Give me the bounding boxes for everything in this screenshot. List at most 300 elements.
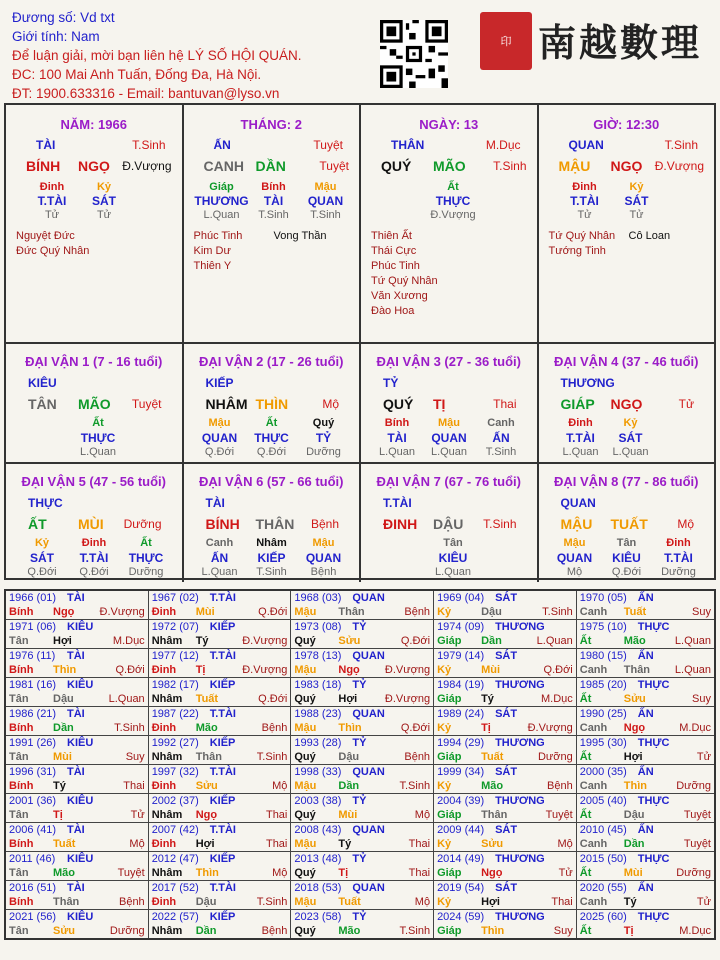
- year-status: Q.Đới: [258, 693, 288, 705]
- year-label: 1978 (13): [294, 650, 342, 662]
- year-cell: [434, 852, 577, 881]
- year-cell: [148, 620, 291, 649]
- pillar-title: THÁNG: 2: [240, 117, 302, 132]
- year-stem: Đinh: [151, 722, 177, 734]
- year-label: 1976 (11): [9, 650, 56, 662]
- year-stem: Kỷ: [437, 606, 452, 618]
- year-label: 2019 (54): [437, 882, 485, 894]
- year-label: 1998 (33): [294, 766, 342, 778]
- year-row: [5, 590, 715, 620]
- year-line-1: [152, 881, 288, 895]
- year-status: Thai: [408, 867, 431, 879]
- year-god: THỰC: [637, 679, 670, 691]
- year-line-1: [580, 707, 711, 721]
- year-line-2: [294, 605, 430, 619]
- hidden-status: T.Sinh: [256, 566, 287, 578]
- year-branch: Dần: [53, 722, 74, 734]
- year-god: THỰC: [637, 795, 670, 807]
- year-line-2: [9, 779, 145, 793]
- phone-email-line: ĐT: 1900.633316 - Email: bantuvan@lyso.vn: [12, 86, 280, 101]
- year-status: T.Sinh: [256, 896, 288, 908]
- year-branch: Thìn: [53, 664, 77, 676]
- year-label: 2011 (46): [9, 853, 56, 865]
- year-cell: [291, 765, 434, 794]
- year-cell: [5, 678, 148, 707]
- year-status: Mộ: [272, 867, 288, 879]
- year-status: Tuyệt: [683, 809, 711, 821]
- star-item: Đào Hoa: [371, 305, 415, 317]
- year-god: TÀI: [67, 708, 85, 720]
- hidden-stem: Mậu: [438, 417, 460, 429]
- year-branch: Tị: [481, 722, 491, 734]
- dai-van-god: KIẾP: [205, 376, 234, 390]
- year-line-1: [9, 707, 145, 721]
- hidden-god: QUAN: [556, 551, 593, 565]
- annual-table: [4, 589, 716, 940]
- pillar-title: GIỜ: 12:30: [593, 117, 660, 132]
- hidden-stem: Quý: [312, 417, 335, 429]
- pillar-title: NĂM: 1966: [60, 117, 127, 132]
- year-stem: Ất: [579, 635, 592, 647]
- hidden-status: Dưỡng: [306, 446, 341, 458]
- dai-van-cell: [361, 464, 539, 582]
- year-stem: Quý: [294, 693, 316, 705]
- year-line-2: [580, 866, 711, 880]
- year-branch: Mùi: [53, 751, 72, 763]
- hidden-status: L.Quan: [79, 446, 117, 458]
- year-stem: Ất: [579, 809, 592, 821]
- dai-van-god: TÀI: [205, 496, 225, 510]
- year-line-1: [294, 707, 430, 721]
- year-line-1: [437, 852, 573, 866]
- year-row: [5, 852, 715, 881]
- year-line-2: [580, 692, 711, 706]
- year-line-2: [294, 837, 430, 851]
- year-branch: Dần: [338, 780, 360, 792]
- year-line-2: [580, 605, 711, 619]
- pillar-status-top: Tuyệt: [313, 138, 343, 152]
- year-god: KIẾP: [209, 737, 236, 749]
- year-branch: Thân: [623, 664, 651, 676]
- year-branch: Hợi: [53, 635, 72, 647]
- hidden-god: TỶ: [315, 431, 332, 445]
- year-god: TÀI: [67, 650, 85, 662]
- year-branch: Tý: [195, 635, 209, 647]
- chart-grid: [4, 103, 716, 580]
- year-line-2: [294, 663, 430, 677]
- year-stem: Đinh: [151, 896, 177, 908]
- year-status: T.Sinh: [542, 606, 573, 618]
- hidden-stem: Đinh: [572, 181, 597, 193]
- year-line-2: [294, 808, 430, 822]
- year-row: [5, 620, 715, 649]
- year-line-1: [580, 736, 711, 750]
- hidden-stem: Mậu: [314, 181, 337, 193]
- year-branch: Dần: [623, 838, 645, 850]
- year-stem: Đinh: [151, 606, 177, 618]
- year-line-2: [294, 750, 430, 764]
- year-status: Mộ: [557, 838, 573, 850]
- dai-van-god: TỶ: [383, 376, 399, 390]
- year-line-2: [437, 663, 573, 677]
- year-line-1: [580, 910, 711, 924]
- pillar-2: [361, 105, 539, 342]
- year-god: TÀI: [67, 882, 85, 894]
- year-stem: Canh: [579, 606, 608, 618]
- year-line-1: [580, 881, 711, 895]
- year-god: THƯƠNG: [495, 679, 545, 691]
- year-line-1: [9, 852, 145, 866]
- year-status: Mộ: [414, 896, 431, 908]
- hidden-god: QUAN: [431, 431, 467, 445]
- year-stem: Bính: [9, 664, 34, 676]
- year-label: 2005 (40): [579, 795, 627, 807]
- year-stem: Nhâm: [151, 809, 183, 821]
- hidden-god: ẤN: [492, 431, 510, 445]
- year-line-2: [152, 866, 288, 880]
- year-label: 2013 (48): [294, 853, 342, 865]
- year-row: [5, 736, 715, 765]
- year-line-1: [9, 910, 145, 924]
- year-line-2: [580, 779, 711, 793]
- year-stem: Ất: [579, 693, 592, 705]
- hidden-status: Tử: [96, 209, 112, 221]
- year-stem: Kỷ: [437, 780, 452, 792]
- year-line-2: [294, 895, 430, 909]
- year-status: Q.Đới: [543, 664, 573, 676]
- year-line-1: [9, 794, 145, 808]
- year-cell: [576, 794, 715, 823]
- year-cell: [576, 736, 715, 765]
- dai-van-stem: NHÂM: [205, 396, 248, 412]
- star-item: Phúc Tinh: [193, 230, 243, 242]
- hidden-god: THỰC: [254, 431, 289, 445]
- year-stem: Canh: [579, 664, 608, 676]
- hidden-god: T.TÀI: [570, 194, 599, 208]
- year-line-2: [580, 634, 711, 648]
- year-line-1: [294, 881, 430, 895]
- year-line-1: [580, 823, 711, 837]
- year-stem: Tân: [9, 693, 29, 705]
- year-branch: Ngọ: [195, 809, 218, 821]
- year-branch: Tuất: [481, 751, 504, 763]
- year-line-1: [294, 765, 430, 779]
- year-status: M.Dục: [679, 925, 711, 937]
- hidden-status: Tử: [44, 209, 60, 221]
- branch-status: Tuyệt: [319, 159, 349, 173]
- hidden-god: SÁT: [618, 431, 643, 445]
- year-stem: Quý: [294, 809, 316, 821]
- star-item: Văn Xương: [371, 290, 428, 302]
- year-line-1: [9, 881, 145, 895]
- year-god: THƯƠNG: [495, 621, 545, 633]
- year-line-1: [580, 591, 711, 605]
- star-item: Tứ Quý Nhân: [371, 275, 438, 287]
- year-branch: Dậu: [195, 896, 217, 908]
- year-label: 1980 (15): [579, 650, 627, 662]
- year-row: [5, 794, 715, 823]
- year-label: 1979 (14): [437, 650, 485, 662]
- year-line-1: [9, 649, 145, 663]
- year-branch: Tý: [53, 780, 66, 792]
- year-line-1: [294, 736, 430, 750]
- year-line-2: [9, 808, 145, 822]
- year-label: 1987 (22): [151, 708, 199, 720]
- year-status: Bệnh: [404, 606, 431, 618]
- year-status: Bệnh: [118, 896, 145, 908]
- address-line: ĐC: 100 Mai Anh Tuấn, Đống Đa, Hà Nội.: [12, 67, 262, 82]
- year-cell: [5, 794, 148, 823]
- dai-van-stem: GIÁP: [560, 396, 595, 412]
- year-cell: [148, 649, 291, 678]
- dai-van-title: ĐẠI VẬN 7 (67 - 76 tuổi): [376, 474, 521, 489]
- year-line-2: [294, 866, 430, 880]
- year-stem: Tân: [9, 635, 29, 647]
- dai-van-title: ĐẠI VẬN 3 (27 - 36 tuổi): [376, 354, 521, 369]
- year-god: TỶ: [352, 679, 367, 691]
- year-status: L.Quan: [108, 693, 145, 705]
- year-line-1: [9, 591, 145, 605]
- year-stem: Mậu: [294, 664, 317, 676]
- year-status: M.Dục: [679, 722, 711, 734]
- year-branch: Dậu: [623, 809, 645, 821]
- year-label: 1989 (24): [437, 708, 485, 720]
- hidden-status: L.Quan: [201, 566, 238, 578]
- year-stem: Tân: [9, 867, 29, 879]
- year-god: T.TÀI: [209, 708, 236, 720]
- year-status: Thai: [265, 809, 288, 821]
- dai-van-status: Dưỡng: [123, 517, 162, 531]
- year-branch: Dần: [481, 635, 502, 647]
- star-item: Nguyệt Đức: [16, 230, 75, 242]
- year-stem: Mậu: [294, 896, 317, 908]
- year-line-1: [437, 707, 573, 721]
- dai-van-title: ĐẠI VẬN 6 (57 - 66 tuổi): [199, 474, 344, 489]
- year-cell: [5, 707, 148, 736]
- year-line-2: [152, 721, 288, 735]
- year-branch: Sửu: [481, 838, 504, 850]
- year-cell: [291, 620, 434, 649]
- stars-list-2: [629, 229, 671, 244]
- year-god: T.TÀI: [209, 882, 236, 894]
- hidden-stem: Bính: [261, 181, 286, 193]
- year-cell: [434, 794, 577, 823]
- year-status: Q.Đới: [115, 664, 145, 676]
- year-line-2: [437, 605, 573, 619]
- year-god: KIÊU: [67, 679, 94, 691]
- dai-van-status: Mộ: [677, 517, 694, 531]
- year-line-1: [9, 620, 145, 634]
- hidden-god: T.TÀI: [37, 194, 67, 208]
- hidden-status: Q.Đới: [79, 566, 109, 578]
- year-branch: Thân: [195, 751, 222, 763]
- year-label: 2001 (36): [9, 795, 57, 807]
- year-status: Đ.Vượng: [384, 693, 431, 705]
- year-line-2: [580, 924, 711, 938]
- star-item: Kim Dư: [193, 245, 231, 257]
- year-stem: Quý: [294, 751, 316, 763]
- heavenly-stem: CANH: [203, 158, 244, 174]
- year-branch: Dần: [195, 925, 217, 937]
- year-stem: Tân: [9, 925, 29, 937]
- year-status: Q.Đới: [400, 722, 431, 734]
- year-branch: Ngọ: [481, 867, 503, 879]
- heavenly-stem: BÍNH: [26, 158, 61, 174]
- star-item: Đức Quý Nhân: [16, 245, 90, 257]
- year-line-1: [9, 823, 145, 837]
- year-line-2: [437, 692, 573, 706]
- year-label: 2004 (39): [437, 795, 485, 807]
- hidden-stem: Tân: [443, 537, 463, 549]
- year-branch: Thìn: [481, 925, 505, 937]
- dai-van-god: THỰC: [28, 496, 63, 510]
- year-line-1: [437, 591, 573, 605]
- year-row: [5, 678, 715, 707]
- year-line-1: [294, 794, 430, 808]
- dai-van-stem: QUÝ: [383, 396, 414, 412]
- earthly-branch: DẦN: [255, 158, 286, 174]
- pillar-0: [6, 105, 184, 342]
- year-god: SÁT: [495, 650, 518, 662]
- year-line-1: [152, 620, 288, 634]
- year-god: T.TÀI: [209, 592, 236, 604]
- qr-code-icon: [380, 20, 448, 88]
- year-label: 1994 (29): [437, 737, 485, 749]
- year-status: M.Dục: [540, 693, 573, 705]
- year-status: Suy: [125, 751, 145, 763]
- year-cell: [5, 736, 148, 765]
- hidden-status: Q.Đới: [204, 446, 235, 458]
- year-label: 2007 (42): [151, 824, 199, 836]
- year-status: Đ.Vượng: [384, 664, 431, 676]
- hidden-god: ẤN: [210, 551, 229, 565]
- year-god: TÀI: [67, 766, 85, 778]
- year-label: 2016 (51): [9, 882, 57, 894]
- year-cell: [434, 823, 577, 852]
- year-label: 1972 (07): [151, 621, 199, 633]
- year-label: 1996 (31): [9, 766, 57, 778]
- year-line-2: [437, 866, 573, 880]
- year-status: T.Sinh: [399, 780, 431, 792]
- dai-van-stem: MẬU: [560, 516, 593, 532]
- year-status: Đ.Vượng: [242, 635, 288, 647]
- year-cell: [148, 678, 291, 707]
- year-line-2: [152, 837, 288, 851]
- year-line-1: [437, 881, 573, 895]
- year-line-2: [9, 895, 145, 909]
- year-label: 1966 (01): [9, 592, 57, 604]
- year-god: T.TÀI: [209, 824, 236, 836]
- year-label: 1969 (04): [437, 592, 485, 604]
- year-cell: [434, 736, 577, 765]
- year-branch: Mùi: [481, 664, 501, 676]
- gender: Giới tính: Nam: [12, 29, 100, 44]
- year-label: 1977 (12): [151, 650, 199, 662]
- dai-van-title: ĐẠI VẬN 2 (17 - 26 tuổi): [199, 354, 344, 369]
- year-stem: Ất: [579, 867, 592, 879]
- hidden-stem: Canh: [205, 537, 234, 549]
- year-branch: Mão: [53, 867, 75, 879]
- year-cell: [576, 620, 715, 649]
- year-line-2: [437, 721, 573, 735]
- hidden-status: Tử: [577, 209, 592, 221]
- year-line-1: [437, 736, 573, 750]
- dai-van-cell: [184, 464, 362, 582]
- year-row: [5, 707, 715, 736]
- year-line-2: [580, 808, 711, 822]
- year-branch: Thân: [338, 606, 365, 618]
- year-stem: Giáp: [437, 925, 462, 937]
- hidden-stem: Giáp: [209, 181, 234, 193]
- year-god: KIÊU: [67, 911, 94, 923]
- year-stem: Nhâm: [151, 867, 183, 879]
- year-status: Suy: [692, 606, 711, 618]
- year-branch: Dậu: [338, 751, 360, 763]
- year-line-2: [437, 750, 573, 764]
- year-cell: [5, 765, 148, 794]
- hidden-status: L.Quan: [434, 566, 472, 578]
- year-cell: [148, 881, 291, 910]
- year-line-2: [152, 895, 288, 909]
- branch-status: Đ.Vượng: [654, 159, 704, 173]
- year-stem: Kỷ: [437, 722, 452, 734]
- year-line-1: [437, 765, 573, 779]
- year-row: [5, 823, 715, 852]
- stars-list-2: [274, 229, 327, 244]
- year-god: QUAN: [352, 650, 385, 662]
- year-cell: [434, 649, 577, 678]
- hidden-status: T.Sinh: [310, 209, 341, 221]
- year-god: TỶ: [352, 737, 367, 749]
- brand-logo: 南越數理: [538, 20, 703, 65]
- year-label: 1982 (17): [151, 679, 199, 691]
- year-status: T.Sinh: [399, 925, 431, 937]
- year-line-1: [437, 678, 573, 692]
- year-line-1: [152, 765, 288, 779]
- year-line-1: [152, 823, 288, 837]
- year-cell: [5, 590, 148, 620]
- year-god: TÀI: [67, 824, 85, 836]
- year-god: SÁT: [495, 708, 518, 720]
- seal-stamp: 印: [480, 12, 532, 70]
- year-line-2: [152, 750, 288, 764]
- header-info: [12, 8, 372, 103]
- year-status: Tử: [130, 809, 145, 821]
- dai-van-stem: ĐINH: [383, 516, 418, 532]
- star-item: Thiên Ất: [371, 230, 412, 242]
- year-god: KIẾP: [209, 679, 236, 691]
- year-stem: Ất: [579, 751, 592, 763]
- hidden-god: TÀI: [263, 194, 284, 208]
- year-god: TỶ: [352, 911, 367, 923]
- year-status: Tử: [558, 867, 573, 879]
- contact-line: Để luận giải, mời bạn liên hệ LÝ SỐ HỘI QUÁN.: [12, 48, 302, 63]
- year-line-1: [580, 794, 711, 808]
- year-line-2: [437, 779, 573, 793]
- year-cell: [291, 590, 434, 620]
- year-label: 1991 (26): [9, 737, 57, 749]
- year-line-1: [294, 823, 430, 837]
- earthly-branch: NGỌ: [610, 158, 643, 174]
- year-stem: Canh: [579, 722, 608, 734]
- year-label: 1985 (20): [579, 679, 627, 691]
- year-line-2: [9, 837, 145, 851]
- year-line-2: [152, 634, 288, 648]
- year-branch: Mùi: [623, 867, 643, 879]
- ten-god-top: ẤN: [213, 138, 231, 152]
- year-line-2: [294, 634, 430, 648]
- year-god: KIÊU: [67, 853, 94, 865]
